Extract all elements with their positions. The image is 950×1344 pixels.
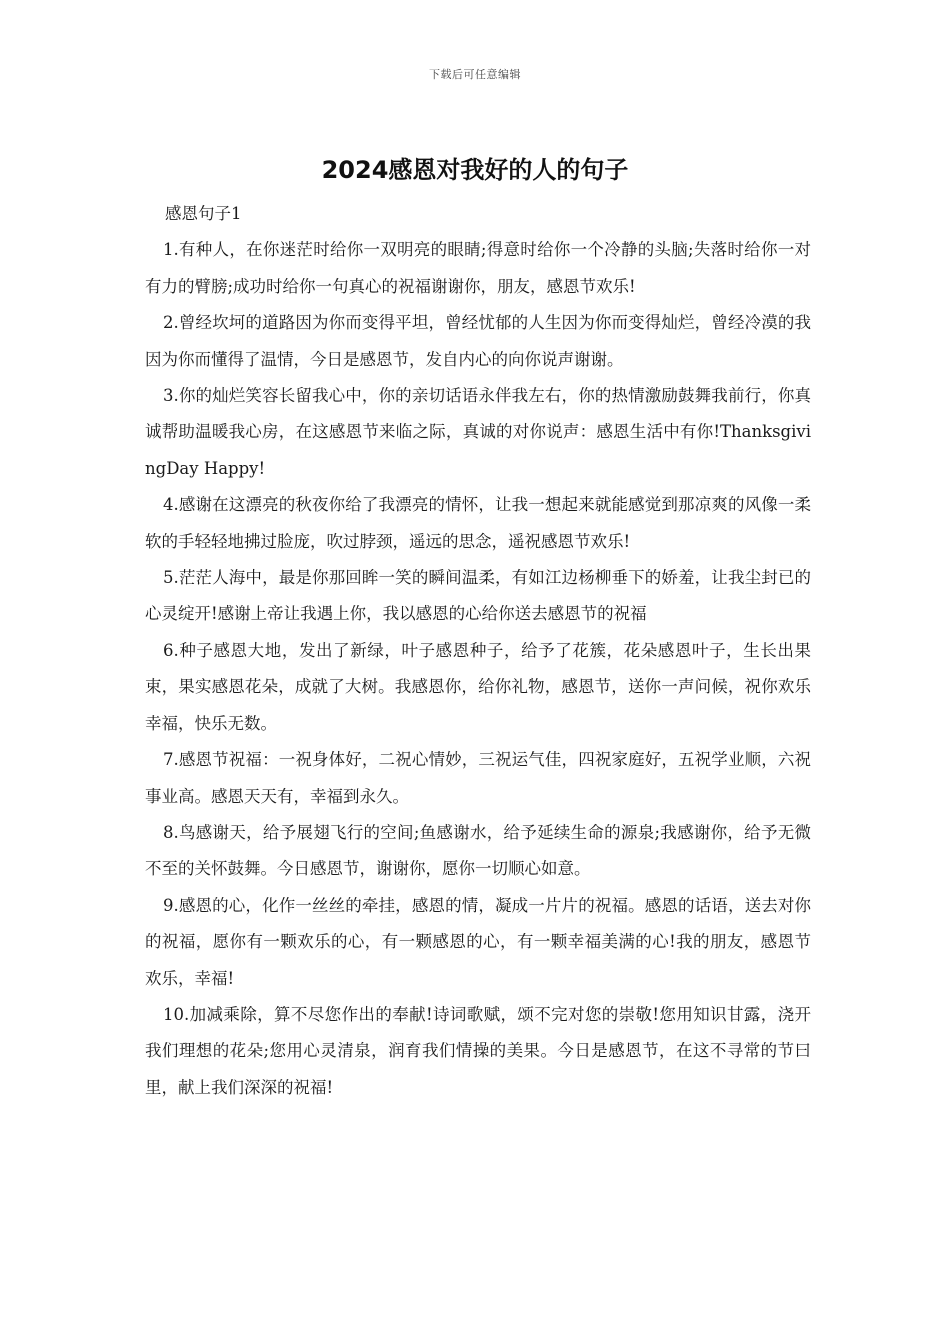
- paragraph-8: 8.鸟感谢天，给予展翅飞行的空间;鱼感谢水，给予延续生命的源泉;我感谢你，给予无微不至的关怀鼓舞。今日感恩节，谢谢你，愿你一切顺心如意。: [145, 822, 811, 879]
- section-heading: 感恩句子1: [165, 204, 242, 223]
- paragraph-6: 6.种子感恩大地，发出了新绿，叶子感恩种子，给予了花簇，花朵感恩叶子，生长出果束，果实感恩花朵，成就了大树。我感恩你，给你礼物，感恩节，送你一声问候，祝你欢乐幸福，快乐无数。: [145, 640, 811, 733]
- paragraph-3: 3.你的灿烂笑容长留我心中，你的亲切话语永伴我左右，你的热情激励鼓舞我前行，你真诚帮助温暖我心房，在这感恩节来临之际，真诚的对你说声：感恩生活中有你!ThanksgivingDay Happy!: [145, 386, 811, 478]
- paragraph-2: 2.曾经坎坷的道路因为你而变得平坦，曾经忧郁的人生因为你而变得灿烂，曾经冷漠的我因为你而懂得了温情，今日是感恩节，发自内心的向你说声谢谢。: [145, 313, 811, 369]
- paragraph-5: 5.茫茫人海中，最是你那回眸一笑的瞬间温柔，有如江边杨柳垂下的娇羞，让我尘封已的心灵绽开!感谢上帝让我遇上你，我以感恩的心给你送去感恩节的祝福: [145, 568, 811, 624]
- paragraph-10: 10.加减乘除，算不尽您作出的奉献!诗词歌赋，颂不完对您的崇敬!您用知识甘露，浇开我们理想的花朵;您用心灵清泉，润育我们情操的美果。今日是感恩节，在这不寻常的节曰里，献上我们深深的祝福!: [145, 1004, 811, 1097]
- paragraph-4: 4.感谢在这漂亮的秋夜你给了我漂亮的情怀，让我一想起来就能感觉到那凉爽的风像一柔软的手轻轻地拂过脸庞，吹过脖颈，遥远的思念，遥祝感恩节欢乐!: [145, 495, 811, 551]
- document-body: [145, 196, 811, 1106]
- paragraph-7: 7.感恩节祝福：一祝身体好，二祝心情妙，三祝运气佳，四祝家庭好，五祝学业顺，六祝事业高。感恩天天有，幸福到永久。: [145, 750, 811, 806]
- document-title: 2024感恩对我好的人的句子: [321, 156, 629, 184]
- paragraph-9: 9.感恩的心，化作一丝丝的牵挂，感恩的情，凝成一片片的祝福。感恩的话语，送去对你的祝福，愿你有一颗欢乐的心，有一颗感恩的心，有一颗幸福美满的心!我的朋友，感恩节欢乐，幸福!: [145, 895, 811, 988]
- paragraph-1: 1.有种人，在你迷茫时给你一双明亮的眼睛;得意时给你一个冷静的头脑;失落时给你一对有力的臂膀;成功时给你一句真心的祝福谢谢你，朋友，感恩节欢乐!: [145, 240, 811, 296]
- header-note: 下载后可任意编辑: [429, 68, 521, 81]
